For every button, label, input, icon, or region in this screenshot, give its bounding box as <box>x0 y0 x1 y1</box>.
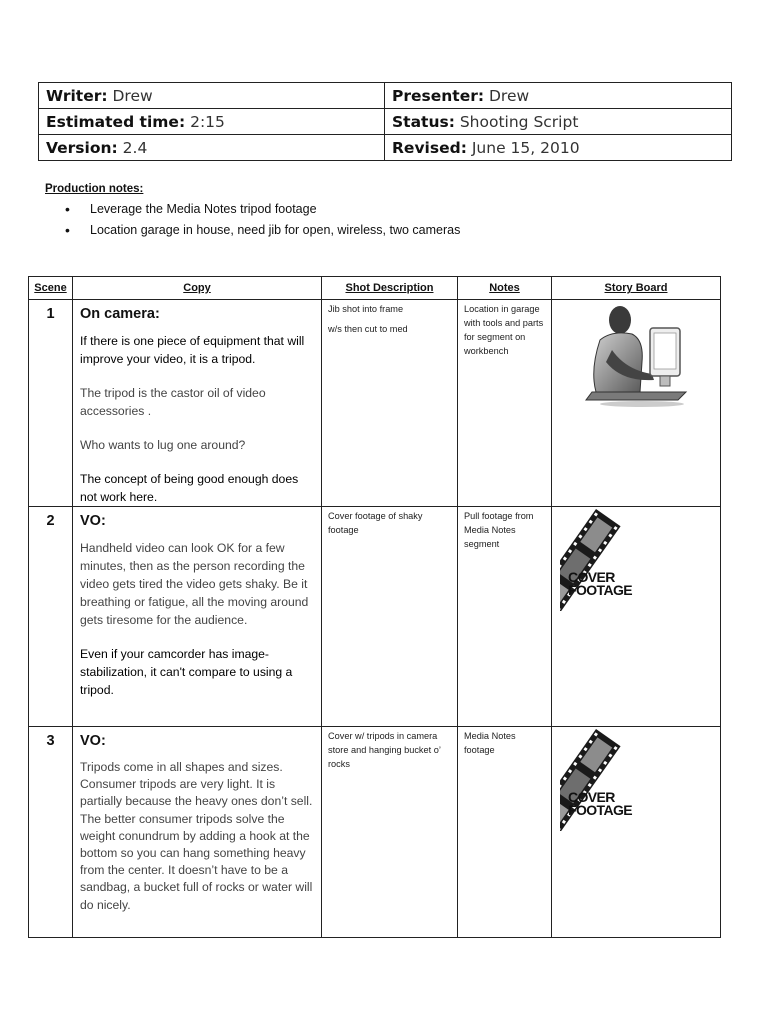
cover-footage-label <box>568 571 632 597</box>
column-header-shot-description: Shot Description <box>322 277 458 300</box>
copy-paragraph: The tripod is the castor oil of video accessories . <box>80 386 266 418</box>
estimated-time-label: Estimated time: <box>46 112 186 131</box>
table-row <box>29 727 721 938</box>
shot-description-cell <box>322 727 458 938</box>
shot-description-cell <box>322 300 458 507</box>
notes-cell <box>458 300 552 507</box>
copy-cell <box>73 727 322 938</box>
shooting-script-table <box>28 276 721 938</box>
presenter-cell <box>385 83 732 109</box>
notes-text: Location in garage with tools and parts for segment on workbench <box>464 304 544 356</box>
cover-footage-label <box>568 791 632 817</box>
presenter-value: Drew <box>489 86 530 105</box>
production-notes-title: Production notes: <box>45 183 144 195</box>
status-value: Shooting Script <box>459 112 579 131</box>
column-header-notes: Notes <box>458 277 552 300</box>
table-row <box>29 507 721 727</box>
scene-number: 1 <box>29 300 73 507</box>
copy-paragraph: Who wants to lug one around? <box>80 438 246 452</box>
scene-number: 3 <box>29 727 73 938</box>
shot-description-line: Cover footage of shaky footage <box>328 511 423 535</box>
production-note-item: • Leverage the Media Notes tripod footage <box>45 200 460 221</box>
version-label: Version: <box>46 138 118 157</box>
notes-text: Pull footage from Media Notes segment <box>464 511 534 549</box>
script-info-table <box>38 82 732 161</box>
estimated-time-cell <box>39 109 385 135</box>
person-at-computer-icon <box>582 300 692 410</box>
revised-value: June 15, 2010 <box>471 138 580 157</box>
writer-label: Writer: <box>46 86 108 105</box>
cover-label-line: COVER <box>568 569 615 585</box>
copy-cell <box>73 300 322 507</box>
copy-heading: On camera: <box>80 306 160 322</box>
column-header-story-board: Story Board <box>552 277 721 300</box>
writer-cell <box>39 83 385 109</box>
status-cell <box>385 109 732 135</box>
scene-number: 2 <box>29 507 73 727</box>
shot-description-line: w/s then cut to med <box>328 324 408 334</box>
copy-heading: VO: <box>80 733 106 749</box>
status-label: Status: <box>392 112 455 131</box>
column-header-copy: Copy <box>73 277 322 300</box>
copy-paragraph: Handheld video can look OK for a few minutes, then as the person recording the video gets tired the video gets shaky. Be it breathing or fatigue, all the moving around gets tiresome for the audience. <box>80 541 309 627</box>
shot-description-line: Cover w/ tripods in camera store and hanging bucket o’ rocks <box>328 731 441 769</box>
copy-paragraph: The concept of being good enough does not work here. <box>80 472 299 504</box>
version-value: 2.4 <box>122 138 148 157</box>
column-header-scene: Scene <box>29 277 73 300</box>
shot-description-cell <box>322 507 458 727</box>
production-notes-list <box>45 200 460 242</box>
copy-paragraph: If there is one piece of equipment that will improve your video, it is a tripod. <box>80 334 305 366</box>
estimated-time-value: 2:15 <box>190 112 225 131</box>
version-cell <box>39 135 385 161</box>
copy-paragraph: Tripods come in all shapes and sizes. Consumer tripods are very light. It is partially because the heavy ones don’t sell. The better consumer tripods solve the weight conundrum by adding a hook at the bottom so you can hang something heavy from the center. It doesn’t have to be a sandbag, a bucket full of rocks or water will do nicely. <box>80 760 313 912</box>
presenter-label: Presenter: <box>392 86 485 105</box>
production-note-item: • Location garage in house, need jib for open, wireless, two cameras <box>45 221 460 242</box>
revised-label: Revised: <box>392 138 467 157</box>
copy-cell <box>73 507 322 727</box>
writer-value: Drew <box>112 86 153 105</box>
storyboard-cell <box>552 507 721 727</box>
notes-text: Media Notes footage <box>464 731 516 755</box>
storyboard-cell <box>552 300 721 507</box>
revised-cell <box>385 135 732 161</box>
table-row <box>29 300 721 507</box>
notes-cell <box>458 507 552 727</box>
copy-paragraph: Even if your camcorder has image-stabilization, it can't compare to using a tripod. <box>80 647 293 697</box>
table-header-row <box>29 277 721 300</box>
shot-description-line: Jib shot into frame <box>328 304 404 314</box>
notes-cell <box>458 727 552 938</box>
copy-heading: VO: <box>80 513 106 529</box>
footage-label-line: FOOTAGE <box>568 802 632 818</box>
storyboard-cell <box>552 727 721 938</box>
footage-label-line: FOOTAGE <box>568 582 632 598</box>
cover-label-line: COVER <box>568 789 615 805</box>
